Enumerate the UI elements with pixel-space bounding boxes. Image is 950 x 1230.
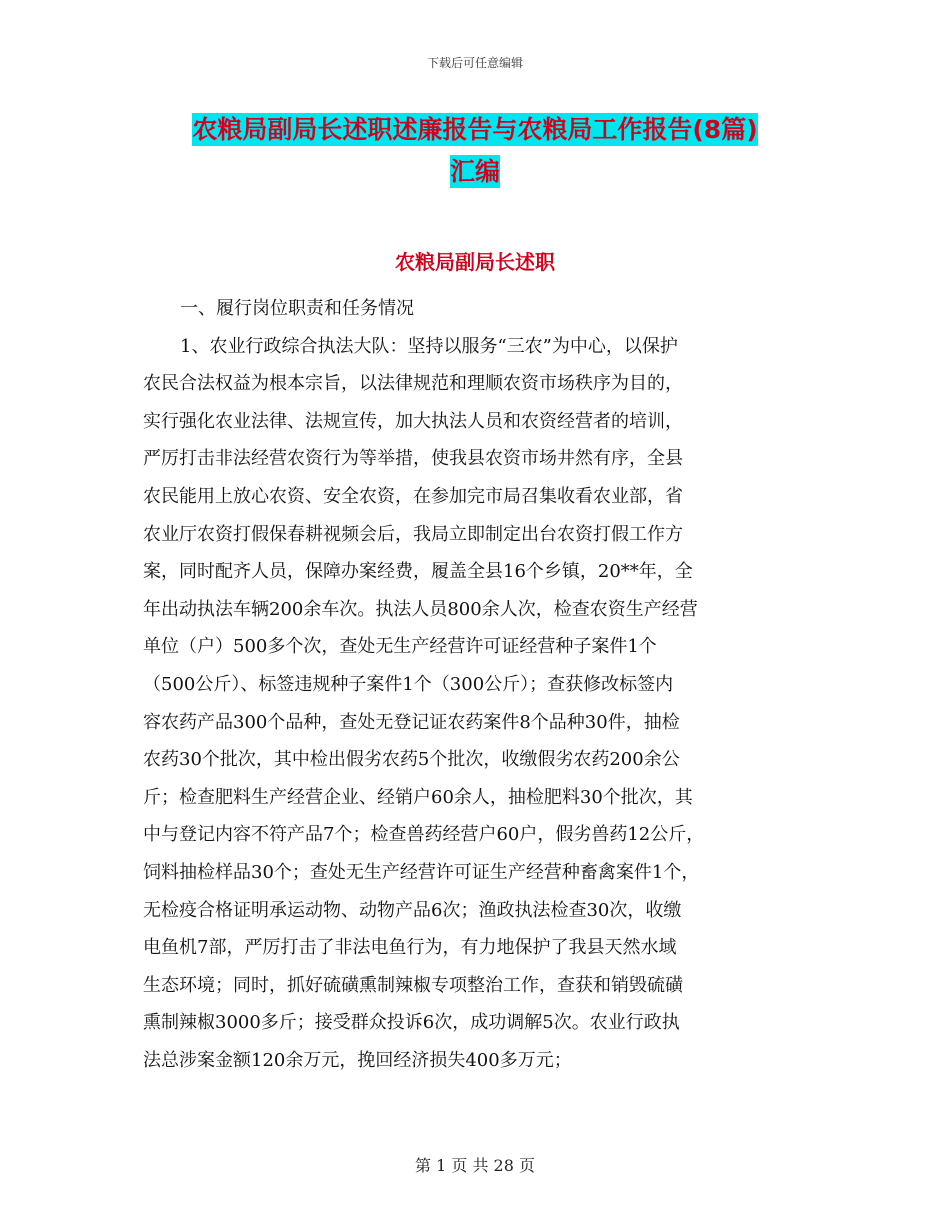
body-line: 农民能用上放心农资、安全农资，在参加完市局召集收看农业部，省 bbox=[143, 485, 683, 507]
body-line: 单位（户）500多个次，查处无生产经营许可证经营种子案件1个 bbox=[143, 636, 657, 658]
body-line: 农民合法权益为根本宗旨，以法律规范和理顺农资市场秩序为目的， bbox=[143, 373, 683, 395]
body-line: 饲料抽检样品30个；查处无生产经营许可证生产经营种畜禽案件1个， bbox=[143, 861, 700, 883]
section-heading: 农粮局副局长述职 bbox=[395, 250, 555, 274]
body-line: 容农药产品300个品种，查处无登记证农药案件8个品种30件，抽检 bbox=[143, 711, 680, 733]
body-line: 中与登记内容不符产品7个；检查兽药经营户60户，假劣兽药12公斤， bbox=[143, 824, 705, 846]
body-line: 实行强化农业法律、法规宣传，加大执法人员和农资经营者的培训， bbox=[143, 410, 683, 432]
document-title-continued bbox=[0, 152, 950, 192]
body-line: 农药30个批次，其中检出假劣农药5个批次，收缴假劣农药200余公 bbox=[143, 749, 680, 771]
header-note: 下载后可任意编辑 bbox=[426, 56, 523, 70]
body-line: 生态环境；同时，抓好硫磺熏制辣椒专项整治工作，查获和销毁硫磺 bbox=[143, 974, 683, 996]
body-line: 案，同时配齐人员，保障办案经费，履盖全县16个乡镇，20**年，全 bbox=[143, 561, 693, 583]
body-line: 熏制辣椒3000多斤；接受群众投诉6次，成功调解5次。农业行政执 bbox=[143, 1012, 680, 1034]
body-line: 斤；检查肥料生产经营企业、经销户60余人，抽检肥料30个批次，其 bbox=[143, 786, 693, 808]
body-line: 1、农业行政综合执法大队：坚持以服务“三农”为中心，以保护 bbox=[180, 335, 678, 357]
document-body bbox=[143, 290, 813, 1079]
document-title-line-2: 汇编 bbox=[449, 157, 500, 186]
body-line: 严厉打击非法经营农资行为等举措，使我县农资市场井然有序，全县 bbox=[143, 448, 683, 470]
body-line: 年出动执法车辆200余车次。执法人员800余人次，检查农资生产经营 bbox=[143, 598, 698, 620]
document-title bbox=[0, 110, 950, 150]
body-line: 一、履行岗位职责和任务情况 bbox=[180, 298, 414, 319]
body-line: 电鱼机7部，严厉打击了非法电鱼行为，有力地保护了我县天然水域 bbox=[143, 937, 677, 959]
body-line: 法总涉案金额120余万元，挽回经济损失400多万元； bbox=[143, 1049, 572, 1071]
body-line: （500公斤）、标签违规种子案件1个（300公斤）；查获修改标签内 bbox=[143, 673, 674, 695]
document-title-line-1: 农粮局副局长述职述廉报告与农粮局工作报告(8篇) bbox=[192, 115, 758, 144]
body-line: 农业厅农资打假保春耕视频会后，我局立即制定出台农资打假工作方 bbox=[143, 523, 683, 545]
page-footer: 第 1 页 共 28 页 bbox=[415, 1156, 535, 1175]
body-line: 无检疫合格证明承运动物、动物产品6次；渔政执法检查30次，收缴 bbox=[143, 899, 682, 921]
